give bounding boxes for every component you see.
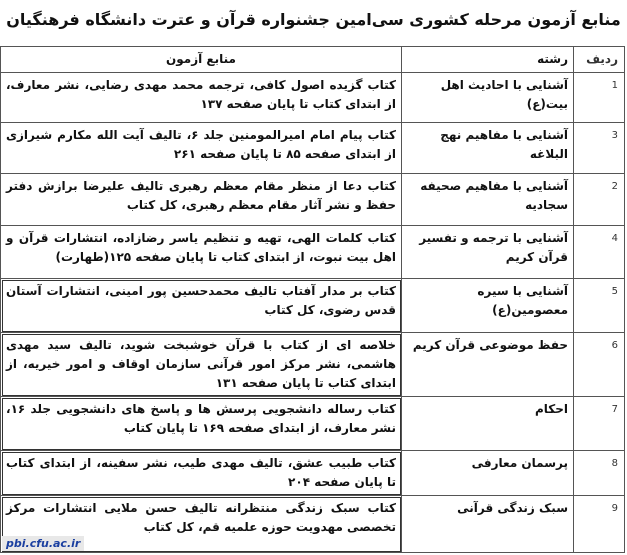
row-num: 8 [574, 451, 625, 496]
row-field: آشنایی با مفاهیم نهج البلاغه [402, 123, 574, 174]
table-row [1, 123, 625, 174]
header-field: رشته [402, 47, 574, 73]
row-sources: کتاب دعا از منظر مقام معظم رهبری تالیف علیرضا برازش دفتر حفظ و نشر آثار مقام معظم رهبری، کل کتاب [1, 174, 402, 226]
row-sources: کتاب کلمات الهی، تهیه و تنظیم یاسر رضازاده، انتشارات قرآن و اهل بیت نبوت، از ابتدای کتاب تا پایان صفحه ۱۲۵(طهارت) [1, 226, 402, 279]
table-row [1, 73, 625, 123]
row-field: آشنایی با مفاهیم صحیفه سجادیه [402, 174, 574, 226]
row-sources: کتاب طبیب عشق، تالیف مهدی طیب، نشر سفینه، از ابتدای کتاب تا پایان صفحه ۲۰۴ [1, 451, 402, 496]
table-row [1, 174, 625, 226]
row-num: 6 [574, 333, 625, 397]
row-num: 7 [574, 397, 625, 451]
row-sources: کتاب پیام امام امیرالمومنین جلد ۶، تالیف آیت الله مکارم شیرازی از ابتدای صفحه ۸۵ تا پایان صفحه ۲۶۱ [1, 123, 402, 174]
row-num: 9 [574, 496, 625, 553]
row-num: 2 [574, 174, 625, 226]
table-row [1, 496, 625, 553]
row-num: 4 [574, 226, 625, 279]
row-field: آشنایی با احادیث اهل بیت(ع) [402, 73, 574, 123]
row-sources: کتاب سبک زندگی منتظرانه تالیف حسن ملایی انتشارات مرکز تخصصی مهدویت حوزه علمیه قم، کل کتاب [1, 496, 402, 553]
row-sources: خلاصه ای از کتاب با قرآن خوشبخت شوید، تالیف سید مهدی هاشمی، نشر مرکز امور قرآنی سازمان اوقاف و امور خیریه، از ابتدای کتاب تا پایان صفحه ۱۳۱ [1, 333, 402, 397]
table-row [1, 279, 625, 333]
row-field: احکام [402, 397, 574, 451]
header-sources: منابع آزمون [1, 47, 402, 73]
row-field: آشنایی با سیره معصومین(ع) [402, 279, 574, 333]
row-field: پرسمان معارفی [402, 451, 574, 496]
row-field: حفظ موضوعی قرآن کریم [402, 333, 574, 397]
sources-table [0, 46, 625, 553]
row-sources: کتاب رساله دانشجویی پرسش ها و پاسخ های دانشجویی جلد ۱۶، نشر معارف، از ابتدای صفحه ۱۶۹ تا پایان کتاب [1, 397, 402, 451]
table-row [1, 226, 625, 279]
row-num: 3 [574, 123, 625, 174]
row-num: 1 [574, 73, 625, 123]
page-title: منابع آزمون مرحله کشوری سی‌امین جشنواره قرآن و عترت دانشگاه فرهنگیان [6, 10, 621, 29]
table-row [1, 397, 625, 451]
row-sources: کتاب گزیده اصول کافی، ترجمه محمد مهدی رضایی، نشر معارف، از ابتدای کتاب تا پایان صفحه ۱۳۷ [1, 73, 402, 123]
row-field: سبک زندگی قرآنی [402, 496, 574, 553]
site-watermark: pbi.cfu.ac.ir [2, 536, 84, 551]
table-row [1, 333, 625, 397]
header-num: ردیف [574, 47, 625, 73]
row-field: آشنایی با ترجمه و تفسیر قرآن کریم [402, 226, 574, 279]
table-row [1, 451, 625, 496]
row-sources: کتاب بر مدار آفتاب تالیف محمدحسین پور امینی، انتشارات آستان قدس رضوی، کل کتاب [1, 279, 402, 333]
table-header-row [1, 47, 625, 73]
row-num: 5 [574, 279, 625, 333]
